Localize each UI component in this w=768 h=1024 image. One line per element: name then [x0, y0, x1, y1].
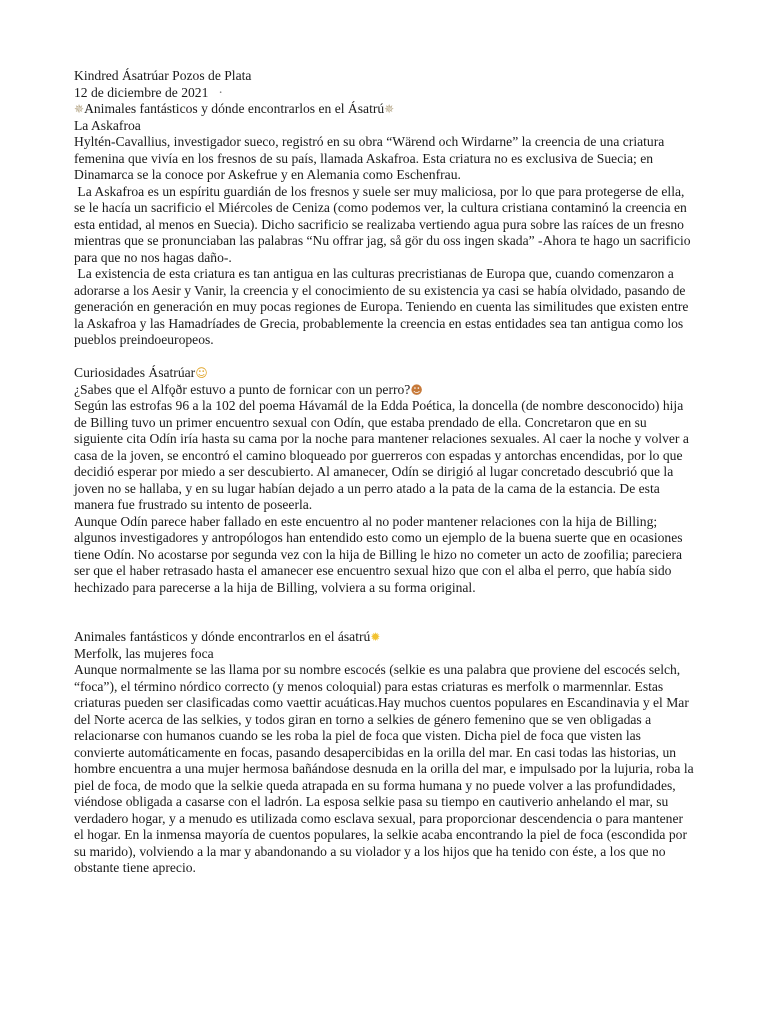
section-title-text: Animales fantásticos y dónde encontrarlos en el ásatrú — [74, 629, 371, 644]
sparkle-icon: ✵ — [74, 102, 85, 116]
article-title — [74, 101, 694, 118]
section-title-merfolk — [74, 629, 694, 646]
paragraph: Hyltén-Cavallius, investigador sueco, registró en su obra “Wärend och Wirdarne” la creencia de una criatura femenina que vivía en los fresnos de su país, llamada Askafroa. Esta criatura no es exclusiva de Suecia; en Dinamarca se la conoce por Askefrue y en Alemania como Eschenfrau. — [74, 134, 665, 182]
paragraph: La existencia de esta criatura es tan antigua en las culturas precristianas de Europa que, cuando comenzaron a adorarse a los Aesir y Vanir, la creencia y el conocimiento de su existencia ya casi se había olvidado, pasando de generación en generación en muy pocas regiones de Europa. Teniendo en cuenta las similitudes que existen entre la Askafroa y las Hamadríades de Grecia, probablemente la creencia en estas entidades sea tan antigua como los pueblos preindoeuropeos. — [74, 266, 689, 347]
paragraph: Según las estrofas 96 a la 102 del poema Hávamál de la Edda Poética, la doncella (de nombre desconocido) hija de Billing tuvo un primer encuentro sexual con Odín, que estaba prendado de ella. Concretaron que en su siguiente cita Odín iría hasta su cama por la noche para mantener relaciones sexuales. Al caer la noche y volver a casa de la joven, se encontró el camino bloqueado por guerreros con espadas y antorchas encendidas, por lo que decidió esperar por miedo a ser descubierto. Al amanecer, Odín se dirigió al lugar concretado descubrió que la joven no se hallaba, y en su lugar habían dejado a un perro atado a la pata de la cama de la estancia. De esta manera fue frustrado su intento de poseerla. — [74, 398, 689, 512]
section-heading-askafroa: La Askafroa — [74, 117, 141, 133]
section-heading-merfolk: Merfolk, las mujeres foca — [74, 645, 214, 661]
paragraph: Aunque Odín parece haber fallado en este encuentro al no poder mantener relaciones con la hija de Billing; algunos investigadores y antropólogos han entendido esto como un ejemplo de la buena suerte que en ocasiones tiene Odín. No acostarse por segunda vez con la hija de Billing le hizo no cometer un acto de zoofilia; pareciera ser que el haber retrasado hasta el amanecer ese encuentro sexual hizo que con el alba el perro, que había sido hechizado para parecerse a la hija de Billing, volviera a su forma original. — [74, 513, 683, 595]
date-text: 12 de diciembre de 2021 — [74, 84, 209, 100]
date-mark: · — [218, 84, 223, 100]
sun-icon: ✹ — [370, 630, 381, 644]
spacer — [74, 596, 694, 629]
thinking-face-icon: ☺ — [195, 366, 208, 380]
section-heading-curiosidades — [74, 365, 694, 382]
paragraph: Aunque normalmente se las llama por su nombre escocés (selkie es una palabra que proviene del escocés selch, “foca”), el término nórdico correcto (y menos coloquial) para estas criaturas es merfolk o marmennlar. Estas criaturas pueden ser clasificadas como vaettir acuáticas.Hay muchos cuentos populares en Escandinavia y el Mar del Norte acerca de las selkies, y todos giran en torno a selkies de género femenino que se ven obligadas a relacionarse con humanos cuando se les roba la piel de foca que visten. Dicha piel de foca que visten las convierte automáticamente en focas, pasando desapercibidas en la orilla del mar. En casi todas las historias, un hombre encuentra a una mujer hermosa bañándose desnuda en la orilla del mar, e impulsado por la lujuria, roba la piel de foca, de modo que la selkie queda atrapada en su forma humana y no puede volver a las profundidades, viéndose obligada a casarse con el ladrón. La esposa selkie pasa su tiempo en cautiverio anhelando el mar, su verdadero hogar, y a menudo es utilizada como esclava sexual, para proporcionar descendencia o para mantener el hogar. En la inmensa mayoría de cuentos populares, la selkie acaba encontrando la piel de foca (escondida por su marido), volviendo a la mar y abandonando a su violador y a los hijos que ha tenido con éste, a los que no obstante tiene aprecio. — [74, 662, 694, 875]
question-text: ¿Sabes que el Alfǫðr estuvo a punto de fornicar con un perro? — [74, 381, 411, 397]
dog-face-icon: ☻ — [410, 382, 423, 397]
article-title-text: Animales fantásticos y dónde encontrarlos en el Ásatrú — [84, 101, 385, 116]
spacer — [74, 349, 694, 366]
section-heading-text: Curiosidades Ásatrúar — [74, 365, 196, 380]
document-page — [74, 68, 694, 877]
sparkle-icon: ✵ — [384, 102, 395, 116]
paragraph: La Askafroa es un espíritu guardián de los fresnos y suele ser muy maliciosa, por lo que para protegerse de ella, se le hacía un sacrificio el Miércoles de Ceniza (como podemos ver, la cultura cristiana contaminó la creencia en esta entidad, al menos en Suecia). Dicho sacrificio se realizaba vertiendo agua pura sobre las raíces de un fresno mientras que se pronunciaban las palabras “Nu offrar jag, så gör du oss ingen skada” -Ahora te hago un sacrificio para que no nos hagas daño-. — [74, 183, 691, 265]
question-line — [74, 382, 694, 399]
org-name: Kindred Ásatrúar Pozos de Plata — [74, 68, 252, 83]
post-date — [74, 85, 694, 102]
